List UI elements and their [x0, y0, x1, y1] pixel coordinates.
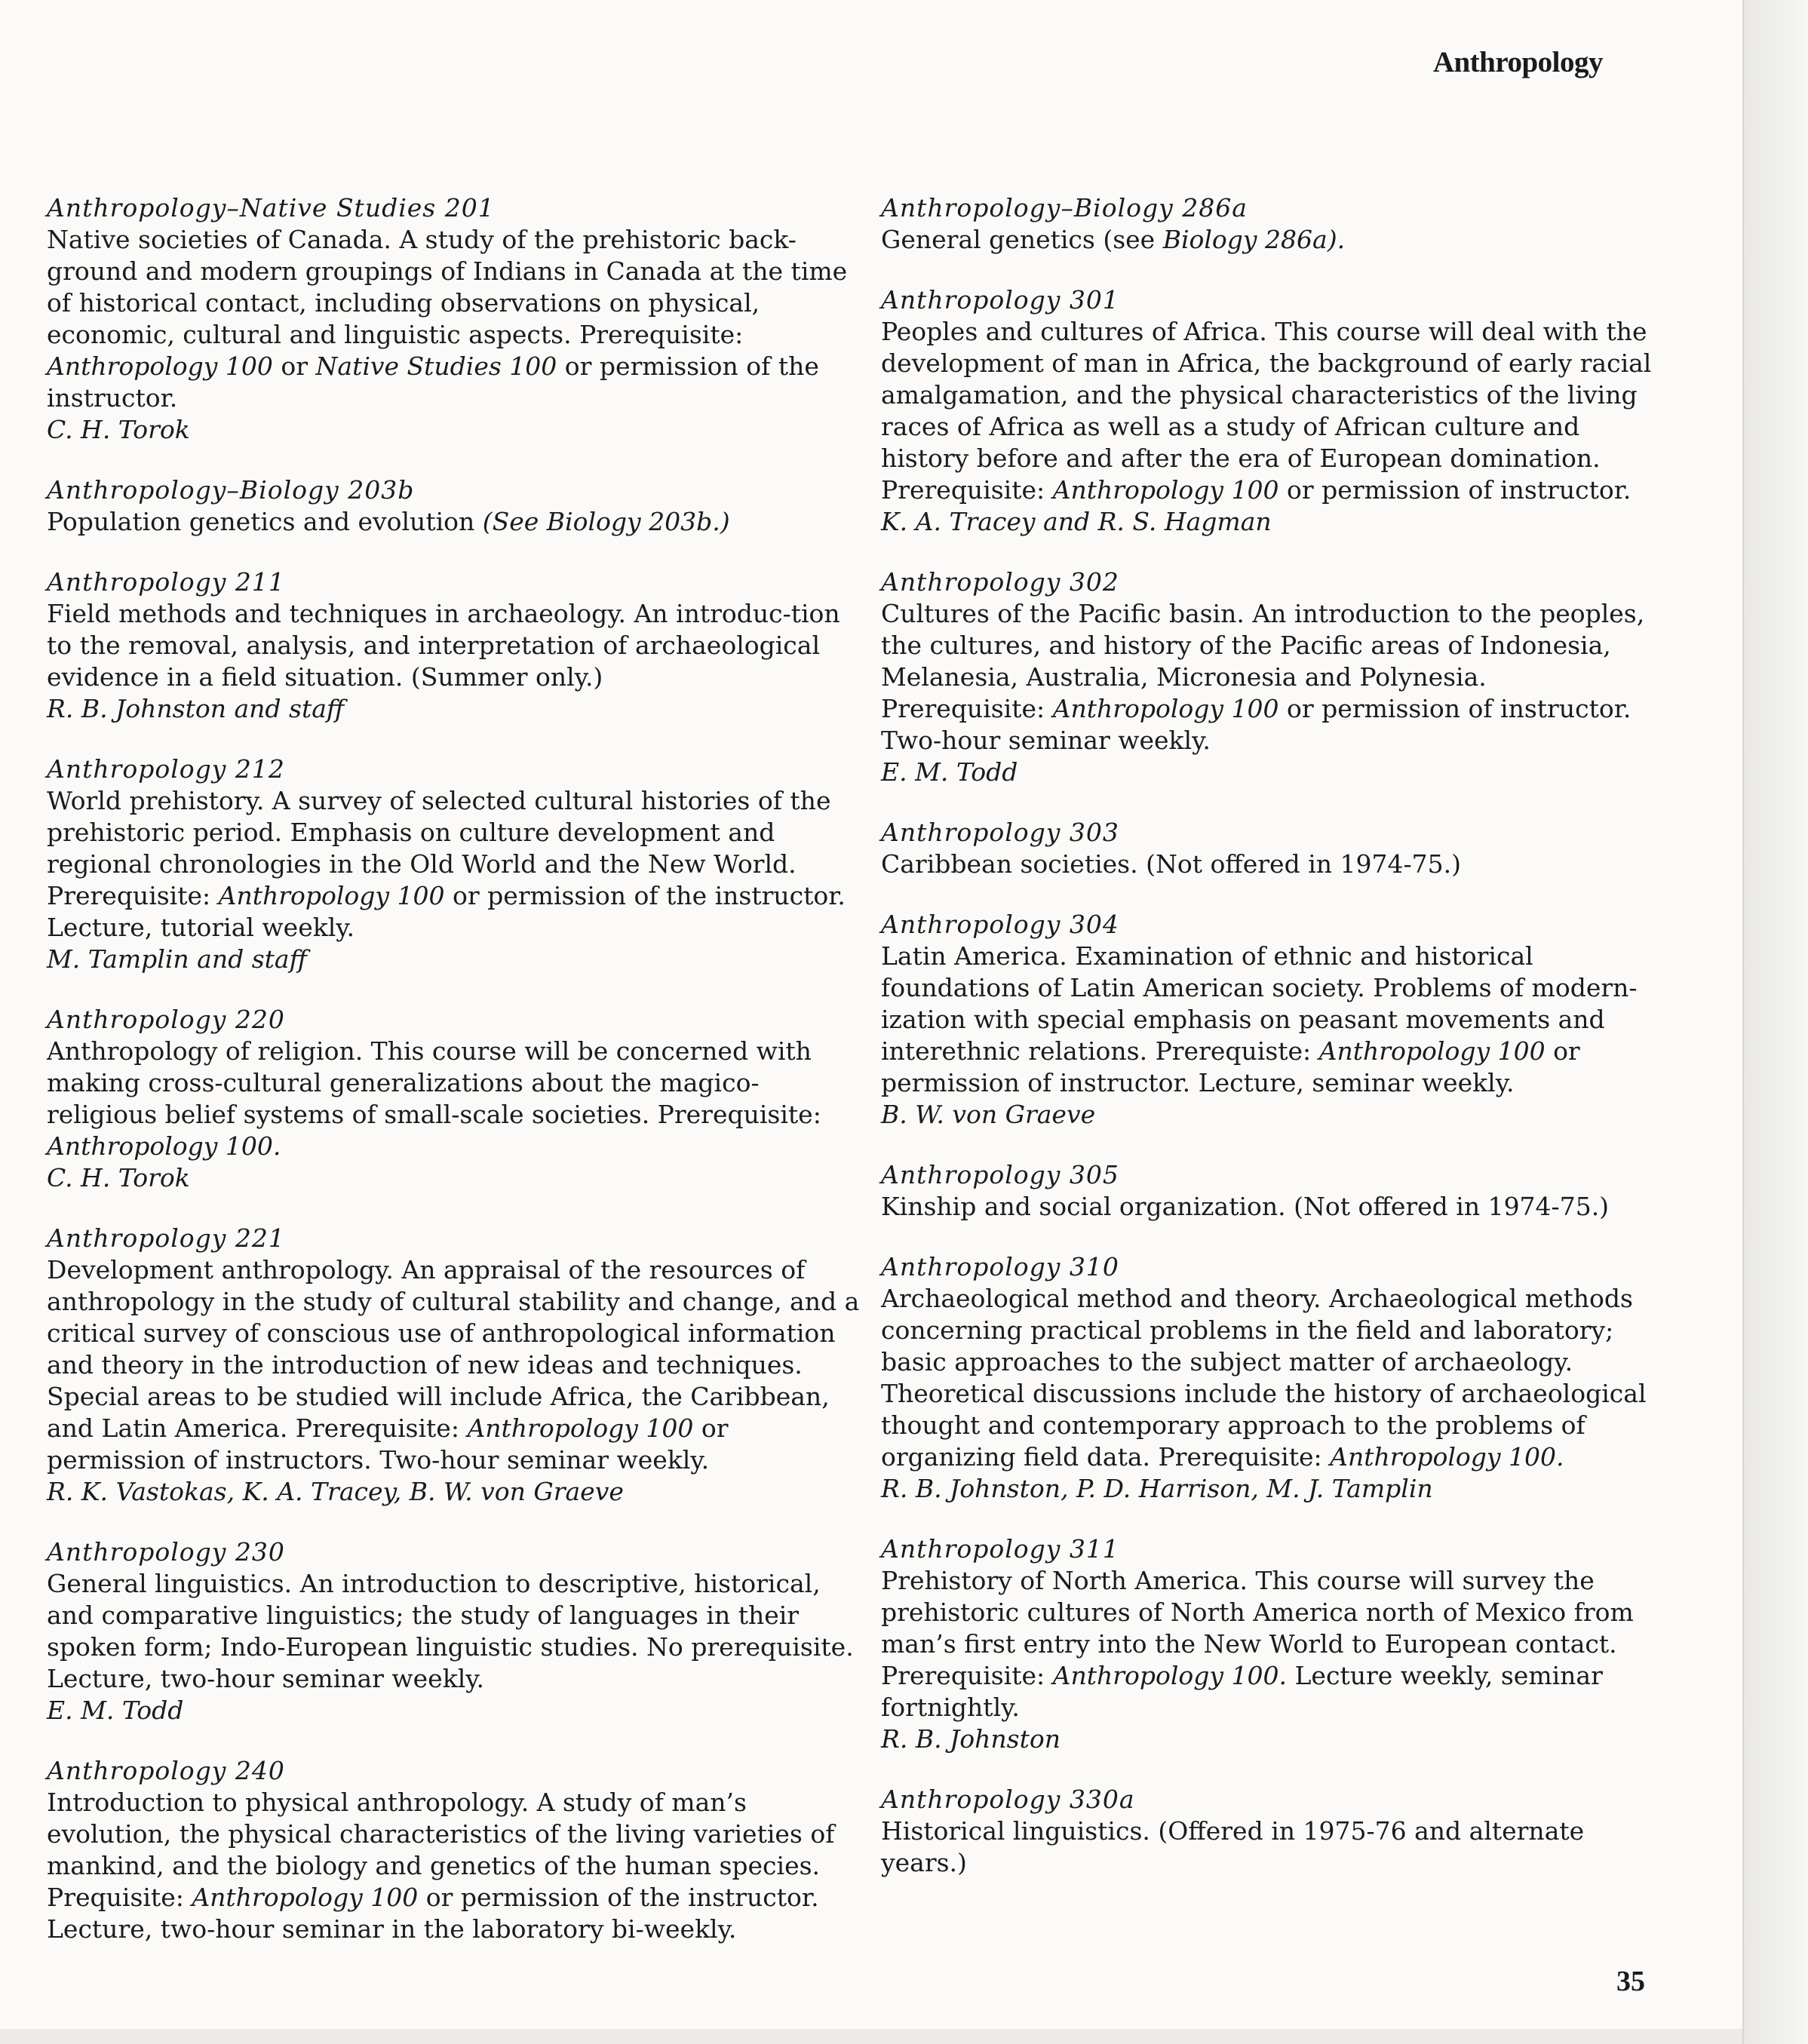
description-text: or permission of the instructor. Lecture, tutorial weekly.: [47, 881, 846, 942]
description-text: General linguistics. An introduction to descriptive, historical, and comparative linguistics; the study of languages in their spoken form; Indo-European linguistic studies. No prerequisite. Lecture, two-hour seminar weekly.: [47, 1569, 854, 1693]
course-reference: Native Studies 100: [315, 351, 557, 381]
course-title: Anthropology–Biology 203b: [47, 475, 415, 505]
course-reference: Anthropology 100: [192, 1883, 419, 1912]
course-description: [881, 941, 1654, 1099]
course-reference: (See Biology 203b.): [482, 507, 730, 536]
course-entry: [881, 1159, 1654, 1223]
description-text: Native societies of Canada. A study of the prehistoric back-ground and modern groupings of Indians in Canada at the time of historical contact, including observations on physical, economic, cultural and linguistic aspects. Prerequisite:: [47, 225, 848, 349]
description-text: World prehistory. A survey of selected cultural histories of the prehistoric period. Emphasis on culture development and regional chronologies in the Old World and the New World. Prerequisite:: [47, 786, 831, 910]
instructor-names: R. K. Vastokas, K. A. Tracey, B. W. von Graeve: [47, 1477, 624, 1506]
course-title: Anthropology 311: [881, 1534, 1119, 1564]
course-reference: Anthropology 100.: [47, 1131, 281, 1161]
instructor-names: R. B. Johnston and staff: [47, 694, 345, 723]
course-entry: [881, 909, 1654, 1131]
course-title: Anthropology 212: [47, 754, 285, 784]
description-text: or permission of instructor.: [1278, 475, 1631, 505]
course-description: [881, 849, 1654, 880]
description-text: Prehistory of North America. This course will survey the prehistoric cultures of North America north of Mexico from man’s first entry into the New World to European contact. Prerequisite:: [881, 1566, 1634, 1690]
course-description: [47, 224, 861, 414]
instructor-names: C. H. Torok: [47, 1163, 190, 1192]
course-reference: Biology 286a).: [1162, 225, 1346, 254]
page-edge: [1742, 0, 1808, 2044]
course-entry: [47, 1536, 861, 1726]
instructor-names: R. B. Johnston: [881, 1724, 1061, 1754]
course-entry: [47, 1755, 861, 1945]
course-entry: [881, 817, 1654, 880]
page-number: 35: [1616, 1966, 1645, 1997]
course-description: [47, 785, 861, 944]
course-title: Anthropology 211: [47, 567, 285, 597]
course-title: Anthropology 240: [47, 1756, 285, 1785]
description-text: Introduction to physical anthropology. A study of man’s evolution, the physical characteristics of the living varieties of mankind, and the biology and genetics of the human species. Prequisite:: [47, 1788, 835, 1912]
course-reference: Anthropology 100: [1052, 694, 1279, 723]
description-text: or permission of the instructor.: [47, 351, 819, 413]
course-entry: [47, 192, 861, 446]
instructor-names: E. M. Todd: [881, 757, 1018, 787]
course-entry: [47, 753, 861, 975]
instructor-names: R. B. Johnston, P. D. Harrison, M. J. Tamplin: [881, 1474, 1433, 1503]
course-description: [881, 1565, 1654, 1723]
course-entry: [881, 566, 1654, 788]
course-title: Anthropology 303: [881, 818, 1119, 847]
course-description: [47, 1787, 861, 1945]
course-reference: Anthropology 100.: [1052, 1661, 1288, 1690]
description-text: Anthropology of religion. This course will be concerned with making cross-cultural generalizations about the magico-religious belief systems of small-scale societies. Prerequisite:: [47, 1036, 821, 1129]
course-title: Anthropology 304: [881, 910, 1119, 939]
course-title: Anthropology–Biology 286a: [881, 193, 1248, 223]
description-text: Latin America. Examination of ethnic and historical foundations of Latin American society. Problems of modern-ization with special emphasis on peasant movements and interethnic relations. Prerequiste:: [881, 941, 1638, 1066]
course-description: [47, 1568, 861, 1695]
course-title: Anthropology 305: [881, 1160, 1119, 1189]
description-text: Field methods and techniques in archaeology. An introduc-tion to the removal, analysis, and interpretation of archaeological evidence in a field situation. (Summer only.): [47, 599, 840, 692]
course-entry: [881, 1251, 1654, 1505]
course-reference: Anthropology 100: [47, 351, 273, 381]
course-reference: Anthropology 100: [218, 881, 445, 910]
course-title: Anthropology–Native Studies 201: [47, 193, 495, 223]
instructor-names: E. M. Todd: [47, 1696, 184, 1725]
description-text: Caribbean societies. (Not offered in 1974-75.): [881, 849, 1461, 879]
course-title: Anthropology 302: [881, 567, 1119, 597]
instructor-names: K. A. Tracey and R. S. Hagman: [881, 507, 1272, 536]
course-description: [47, 598, 861, 693]
course-entry: [881, 284, 1654, 538]
course-entry: [881, 1533, 1654, 1755]
running-head: Anthropology: [1432, 46, 1603, 78]
course-description: [881, 224, 1654, 256]
description-text: Cultures of the Pacific basin. An introduction to the peoples, the cultures, and history of the Pacific areas of Indonesia, Melanesia, Australia, Micronesia and Polynesia. Prerequisite:: [881, 599, 1645, 723]
course-reference: Anthropology 100: [467, 1413, 694, 1443]
description-text: General genetics (see: [881, 225, 1163, 254]
left-column: [47, 192, 861, 1974]
description-text: Development anthropology. An appraisal of the resources of anthropology in the study of cultural stability and change, and a critical survey of conscious use of anthropological information and theory in the introduction of new ideas and techniques. Special areas to be studied will include Africa, the Caribbean, and Latin America. Prerequisite:: [47, 1255, 860, 1443]
page-bottom-edge: [0, 2029, 1742, 2044]
course-description: [881, 316, 1654, 506]
course-reference: Anthropology 100.: [1330, 1442, 1564, 1472]
description-text: Archaeological method and theory. Archaeological methods concerning practical problems in the field and laboratory; basic approaches to the subject matter of archaeology. Theoretical discussions include the history of archaeological thought and contemporary approach to the problems of organizing field data. Prerequisite:: [881, 1284, 1647, 1472]
course-description: [881, 1191, 1654, 1223]
course-entry: [47, 1223, 861, 1508]
course-title: Anthropology 230: [47, 1537, 285, 1567]
description-text: or permission of instructor. Two-hour seminar weekly.: [881, 694, 1631, 755]
description-text: or permission of instructors. Two-hour seminar weekly.: [47, 1413, 729, 1475]
course-entry: [47, 566, 861, 725]
course-title: Anthropology 220: [47, 1005, 285, 1034]
instructor-names: M. Tamplin and staff: [47, 944, 307, 974]
course-description: [881, 1815, 1654, 1879]
course-description: [881, 598, 1654, 757]
description-text: Peoples and cultures of Africa. This course will deal with the development of man in Africa, the background of early racial amalgamation, and the physical characteristics of the living races of Africa as well as a study of African culture and history before and after the era of European domination. Prerequisite:: [881, 317, 1652, 505]
description-text: or permission of the instructor. Lecture, two-hour seminar in the laboratory bi-weekly.: [47, 1883, 819, 1944]
course-entry: [47, 474, 861, 538]
course-title: Anthropology 310: [881, 1252, 1119, 1281]
description-text: Historical linguistics. (Offered in 1975-76 and alternate years.): [881, 1816, 1585, 1877]
description-text: Population genetics and evolution: [47, 507, 483, 536]
description-text: or: [272, 351, 316, 381]
course-entry: [881, 1784, 1654, 1879]
course-reference: Anthropology 100: [1318, 1036, 1546, 1066]
course-title: Anthropology 301: [881, 285, 1119, 315]
right-column: [881, 192, 1654, 1907]
course-title: Anthropology 221: [47, 1223, 285, 1253]
course-description: [47, 1254, 861, 1476]
description-text: Kinship and social organization. (Not offered in 1974-75.): [881, 1192, 1610, 1221]
course-entry: [47, 1004, 861, 1194]
description-text: Lecture weekly, seminar fortnightly.: [881, 1661, 1603, 1722]
instructor-names: C. H. Torok: [47, 415, 190, 444]
course-description: [47, 1036, 861, 1162]
instructor-names: B. W. von Graeve: [881, 1100, 1096, 1129]
course-title: Anthropology 330a: [881, 1785, 1135, 1814]
course-description: [881, 1283, 1654, 1473]
course-entry: [881, 192, 1654, 256]
description-text: or permission of instructor. Lecture, seminar weekly.: [881, 1036, 1580, 1097]
course-description: [47, 506, 861, 538]
course-reference: Anthropology 100: [1052, 475, 1279, 505]
